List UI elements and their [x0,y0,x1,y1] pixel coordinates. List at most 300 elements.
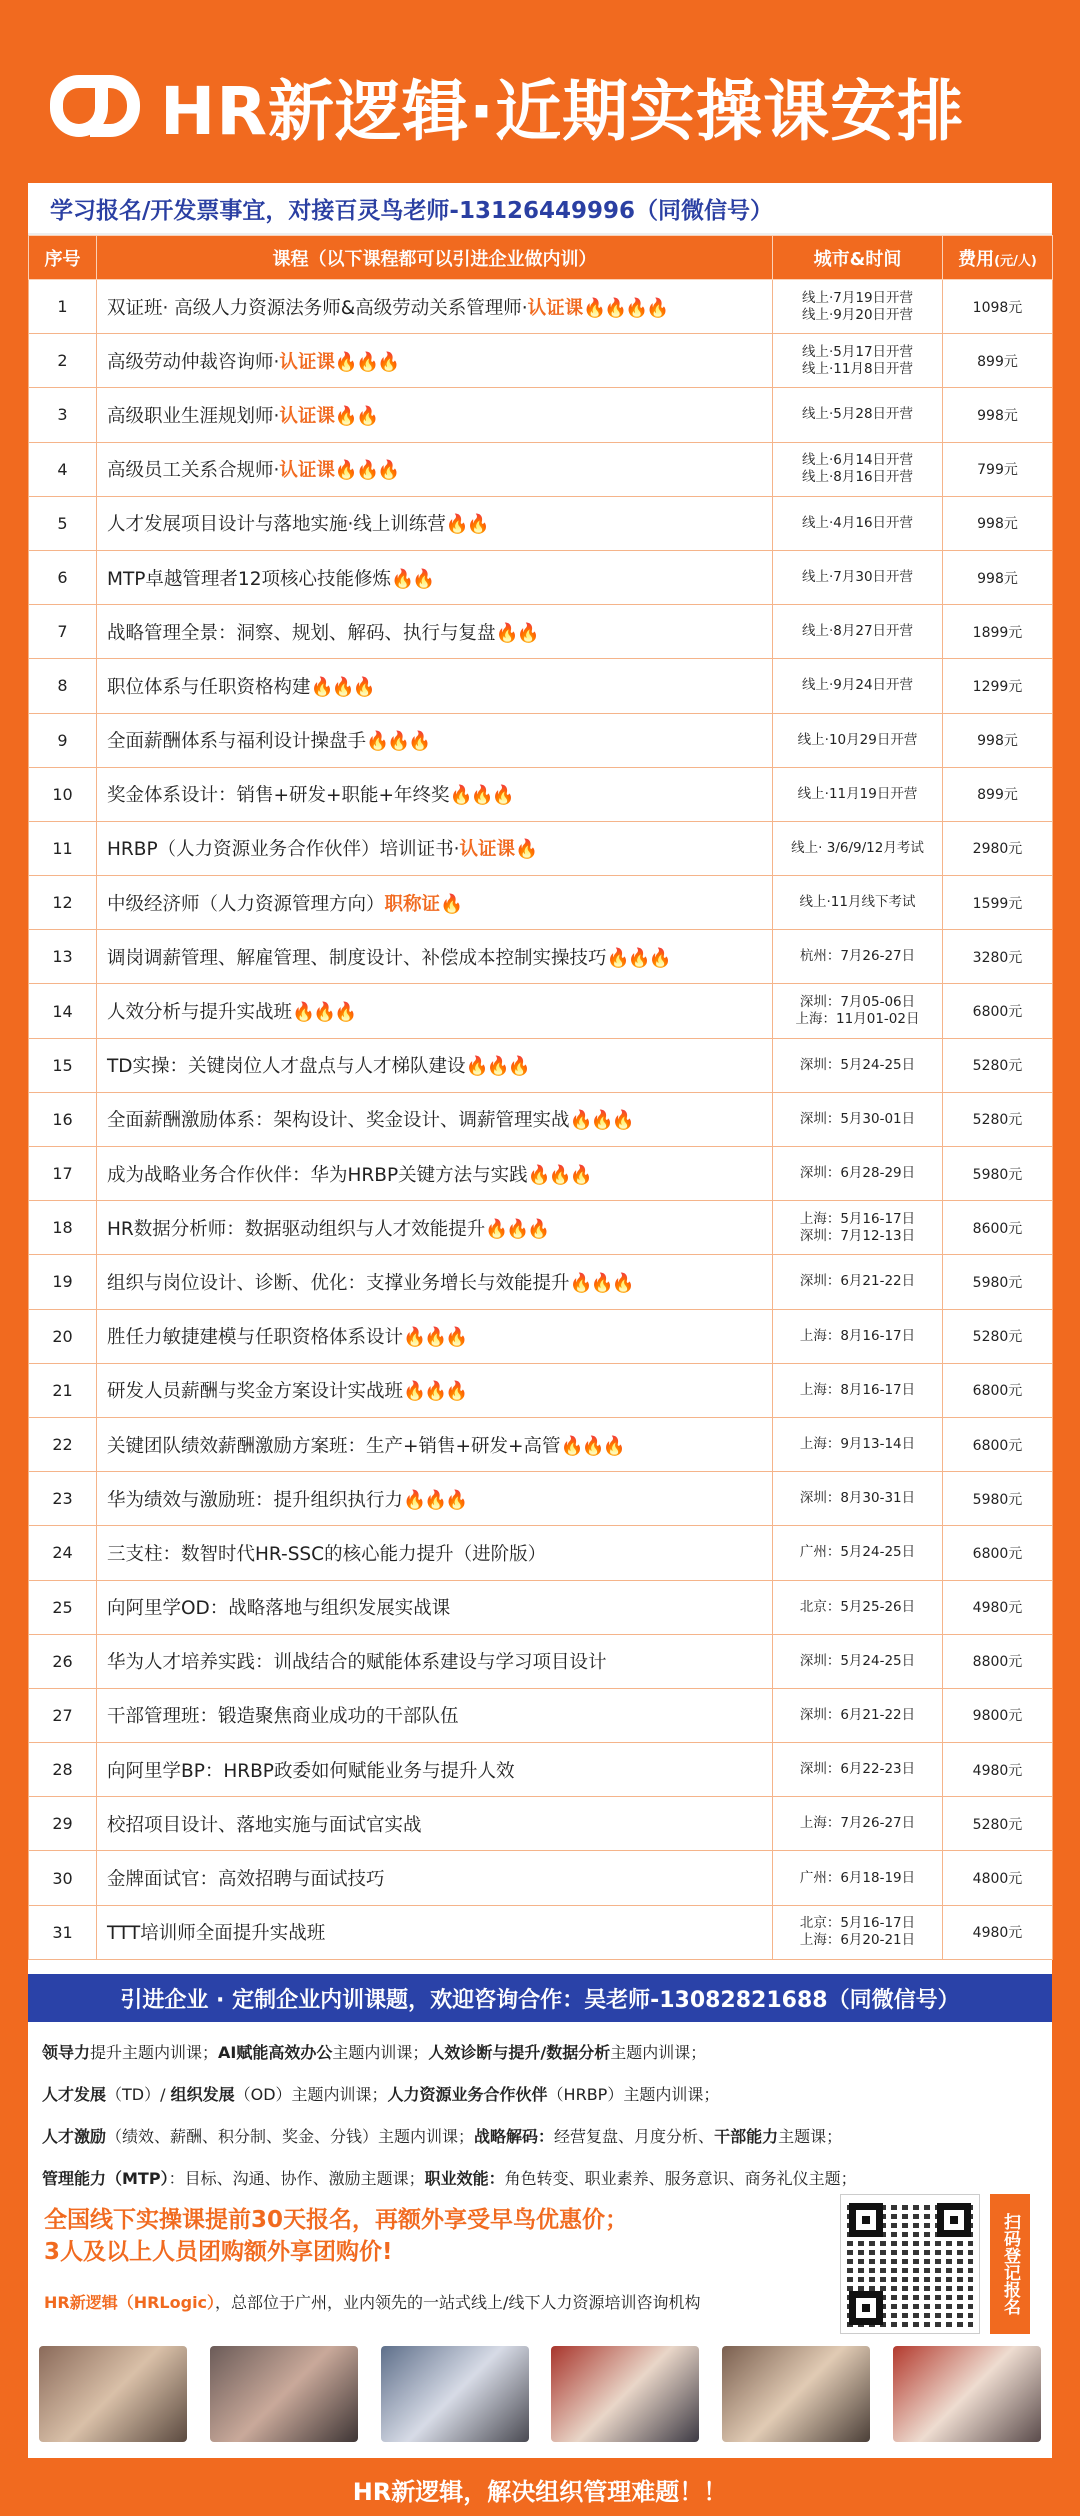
row-number: 31 [29,1905,97,1959]
table-row [29,442,1053,496]
table-row [29,1309,1053,1363]
table-row [29,280,1053,334]
promo-line-1: 全国线下实操课提前30天报名，再额外享受早鸟优惠价； [44,2207,629,2233]
fire-icon: 🔥🔥🔥 [485,1218,549,1240]
city-time [773,550,943,604]
topic-keyword: AI赋能高效办公 [218,2043,333,2062]
table-row [29,1038,1053,1092]
course-name-cell [97,1905,773,1959]
qr-code-icon[interactable] [840,2194,980,2334]
header-fee [943,236,1053,280]
fire-icon: 🔥 [440,893,462,915]
about-text: ，总部位于广州，业内领先的一站式线上/线下人力资源培训咨询机构 [215,2293,701,2312]
course-name-cell [97,1092,773,1146]
fee: 9800元 [943,1688,1053,1742]
fee: 6800元 [943,1417,1053,1471]
city-time-line: 线上·4月16日开营 [801,514,914,531]
fee: 2980元 [943,821,1053,875]
course-name-cell [97,1797,773,1851]
city-time [773,1580,943,1634]
course-name-cell [97,442,773,496]
city-time [773,442,943,496]
city-time-line: 线上·9月20日开营 [801,306,914,323]
course-name: 干部管理班：锻造聚焦商业成功的干部队伍 [107,1706,459,1728]
course-name: 金牌面试官：高效招聘与面试技巧 [107,1869,385,1891]
fire-icon: 🔥🔥🔥 [606,947,670,969]
city-time-line: 上海：9月13-14日 [799,1436,916,1453]
row-number: 1 [29,280,97,334]
fire-icon: 🔥🔥🔥🔥 [583,297,668,319]
city-time [773,1147,943,1201]
fee: 5280元 [943,1797,1053,1851]
table-row [29,1634,1053,1688]
course-name: 校招项目设计、落地实施与面试官实战 [107,1814,422,1836]
course-name-cell [97,280,773,334]
row-number: 24 [29,1526,97,1580]
contact-line: 学习报名/开发票事宜，对接百灵鸟老师-13126449996（同微信号） [28,183,1052,235]
promo-text [44,2204,628,2268]
course-name: 向阿里学OD：战略落地与组织发展实战课 [107,1598,451,1620]
city-time-line: 上海：8月16-17日 [799,1381,916,1398]
city-time-line: 杭州：7月26-27日 [799,948,916,965]
course-name: 双证班· 高级人力资源法务师&高级劳动关系管理师· [107,297,528,319]
fee: 6800元 [943,1526,1053,1580]
city-time-line: 线上·6月14日开营 [801,452,914,469]
class-photo [381,2346,529,2442]
course-name: 胜任力敏捷建模与任职资格体系设计 [107,1327,404,1349]
hr-logo-icon [50,71,142,141]
table-row [29,1472,1053,1526]
city-time [773,605,943,659]
fee: 4980元 [943,1905,1053,1959]
course-name-cell [97,550,773,604]
city-time-line: 上海：7月26-27日 [799,1815,916,1832]
header-fee-label: 费用 [958,248,995,270]
table-row [29,821,1053,875]
table-row [29,1580,1053,1634]
city-time [773,984,943,1038]
table-row [29,1201,1053,1255]
course-name: 人才发展项目设计与落地实施·线上训练营 [107,514,446,536]
city-time [773,1201,943,1255]
topic-text: 主题课； [778,2127,843,2146]
fire-icon: 🔥🔥🔥 [334,460,399,482]
table-row [29,550,1053,604]
row-number: 12 [29,876,97,930]
course-name-cell [97,659,773,713]
city-time-line: 线上·9月24日开营 [801,677,914,694]
city-time [773,496,943,550]
table-row [29,876,1053,930]
course-name-cell [97,1743,773,1797]
footer-slogan: HR新逻辑，解决组织管理难题！！ [0,2462,1080,2516]
city-time [773,1255,943,1309]
course-name: 三支柱：数智时代HR-SSC的核心能力提升（进阶版） [107,1543,547,1565]
course-name-cell [97,334,773,388]
city-time-line: 线上·11月19日开营 [797,785,918,802]
class-photo [39,2346,187,2442]
row-number: 9 [29,713,97,767]
city-time [773,821,943,875]
topic-text: ：目标、沟通、协作、激励主题课； [168,2169,425,2188]
topic-keyword: 干部能力 [714,2127,779,2146]
title-banner [28,28,1052,183]
row-number: 30 [29,1851,97,1905]
city-time-line: 广州：6月18-19日 [799,1869,916,1886]
fire-icon: 🔥🔥🔥 [292,1002,356,1024]
fee: 799元 [943,442,1053,496]
fire-icon: 🔥🔥🔥 [449,785,513,807]
course-name-cell [97,496,773,550]
city-time-line: 线上·10月29日开营 [797,731,918,748]
city-time-line: 深圳：7月05-06日 [799,994,916,1011]
class-photo [551,2346,699,2442]
course-name: 奖金体系设计：销售+研发+职能+年终奖 [107,785,450,807]
fire-icon: 🔥🔥🔥 [569,1110,633,1132]
row-number: 5 [29,496,97,550]
table-row [29,1743,1053,1797]
topic-keyword: 人效诊断与提升/数据分析 [428,2043,611,2062]
fire-icon: 🔥🔥 [390,568,434,590]
table-row [29,1851,1053,1905]
row-number: 4 [29,442,97,496]
city-time [773,1851,943,1905]
table-row [29,659,1053,713]
row-number: 11 [29,821,97,875]
header-fee-unit: (元/人) [994,253,1037,269]
table-row [29,1797,1053,1851]
city-time-line: 线上·7月19日开营 [801,289,914,306]
city-time-line: 线上·7月30日开营 [801,569,914,586]
course-name-cell [97,1201,773,1255]
course-name: 成为战略业务合作伙伴：华为HRBP关键方法与实践 [107,1164,528,1186]
course-name-cell [97,1472,773,1526]
city-time [773,388,943,442]
city-time [773,1688,943,1742]
enterprise-training-bar: 引进企业 · 定制企业内训课题，欢迎咨询合作：吴老师-13082821688（同微信号） [28,1974,1052,2022]
fire-icon: 🔥🔥🔥 [560,1435,624,1457]
course-name: 战略管理全景：洞察、规划、解码、执行与复盘 [107,622,496,644]
fee: 899元 [943,334,1053,388]
table-row [29,496,1053,550]
fee: 6800元 [943,984,1053,1038]
course-name: 研发人员薪酬与奖金方案设计实战班 [107,1381,404,1403]
fire-icon: 🔥🔥🔥 [569,1272,633,1294]
poster-sheet [28,28,1052,2458]
row-number: 16 [29,1092,97,1146]
city-time-line: 上海：11月01-02日 [795,1011,920,1028]
city-time-line: 深圳：7月12-13日 [799,1227,916,1244]
topic-keyword: 人才发展 [42,2085,107,2104]
course-name: 调岗调薪管理、解雇管理、制度设计、补偿成本控制实操技巧 [107,947,607,969]
scan-register-label: 扫码登记报名 [990,2194,1030,2334]
topic-keyword: 战略解码： [474,2127,555,2146]
topic-line [42,2116,1042,2158]
table-row [29,605,1053,659]
course-name-cell [97,1688,773,1742]
fee: 3280元 [943,930,1053,984]
fee: 998元 [943,713,1053,767]
city-time-line: 北京：5月25-26日 [799,1598,916,1615]
course-name-cell [97,876,773,930]
city-time [773,1309,943,1363]
table-row [29,1092,1053,1146]
fee: 1098元 [943,280,1053,334]
course-name: 向阿里学BP：HRBP政委如何赋能业务与提升人效 [107,1760,515,1782]
city-time-line: 线上·11月线下考试 [799,894,916,911]
city-time [773,1472,943,1526]
row-number: 15 [29,1038,97,1092]
city-time [773,1634,943,1688]
fee: 6800元 [943,1363,1053,1417]
city-time-line: 深圳：6月28-29日 [799,1165,916,1182]
fee: 4980元 [943,1743,1053,1797]
fire-icon: 🔥🔥🔥 [403,1381,467,1403]
city-time [773,713,943,767]
table-row [29,984,1053,1038]
city-time [773,876,943,930]
row-number: 6 [29,550,97,604]
cert-badge: 认证课 [279,460,335,482]
city-time-line: 线上·5月28日开营 [801,406,914,423]
page-title: HR新逻辑·近期实操课安排 [160,73,965,150]
fee: 5980元 [943,1472,1053,1526]
city-time-line: 线上·8月27日开营 [801,623,914,640]
fire-icon: 🔥🔥🔥 [465,1056,529,1078]
topic-text: 经营复盘、月度分析、 [554,2127,715,2146]
city-time [773,1797,943,1851]
course-name-cell [97,605,773,659]
city-time-line: 深圳：5月30-01日 [799,1110,916,1127]
course-name-cell [97,1634,773,1688]
table-row [29,930,1053,984]
fire-icon: 🔥🔥🔥 [403,1327,467,1349]
row-number: 18 [29,1201,97,1255]
fee: 998元 [943,388,1053,442]
fire-icon: 🔥 [515,839,537,861]
class-photo [210,2346,358,2442]
fire-icon: 🔥🔥🔥 [334,351,399,373]
city-time-line: 线上·8月16日开营 [801,469,914,486]
row-number: 28 [29,1743,97,1797]
cert-badge: 认证课 [459,839,516,861]
table-row [29,713,1053,767]
course-name: MTP卓越管理者12项核心技能修炼 [107,568,391,590]
row-number: 14 [29,984,97,1038]
topic-text: 主题内训课； [332,2043,429,2062]
course-name: 职位体系与任职资格构建 [107,676,311,698]
city-time-line: 深圳：5月24-25日 [799,1652,916,1669]
table-row [29,334,1053,388]
fire-icon: 🔥🔥 [495,622,538,644]
row-number: 27 [29,1688,97,1742]
fee: 5280元 [943,1092,1053,1146]
table-row [29,1417,1053,1471]
course-name: 华为绩效与激励班：提升组织执行力 [107,1489,404,1511]
class-photo [893,2346,1041,2442]
fee: 998元 [943,496,1053,550]
course-name: TD实操：关键岗位人才盘点与人才梯队建设 [107,1056,466,1078]
topic-keyword: 人力资源业务合作伙伴 [387,2085,548,2104]
row-number: 8 [29,659,97,713]
fee: 4980元 [943,1580,1053,1634]
course-table [28,235,1053,1960]
topic-text: 提升主题内训课； [90,2043,219,2062]
fee: 1899元 [943,605,1053,659]
topic-keyword: 领导力 [42,2043,91,2062]
city-time-line: 深圳：8月30-31日 [799,1490,916,1507]
city-time [773,1092,943,1146]
row-number: 19 [29,1255,97,1309]
topic-line [42,2074,1042,2116]
course-name-cell [97,1363,773,1417]
fee: 8800元 [943,1634,1053,1688]
course-name-cell [97,930,773,984]
fee: 4800元 [943,1851,1053,1905]
city-time-line: 上海：6月20-21日 [799,1932,916,1949]
city-time-line: 深圳：6月21-22日 [799,1273,916,1290]
fire-icon: 🔥🔥🔥 [527,1164,591,1186]
course-name: 高级职业生涯规划师· [107,405,280,427]
course-name: HRBP（人力资源业务合作伙伴）培训证书· [107,839,460,861]
topic-keyword: 职业效能： [424,2169,505,2188]
course-name: 全面薪酬激励体系：架构设计、奖金设计、调薪管理实战 [107,1110,570,1132]
fire-icon: 🔥🔥🔥 [310,676,374,698]
topic-text: （绩效、薪酬、积分制、奖金、分钱）主题内训课； [106,2127,475,2146]
row-number: 2 [29,334,97,388]
row-number: 13 [29,930,97,984]
city-time [773,1743,943,1797]
course-name: 高级员工关系合规师· [107,460,280,482]
topic-text: （TD）/ [106,2085,171,2104]
row-number: 22 [29,1417,97,1471]
city-time-line: 上海：8月16-17日 [799,1327,916,1344]
course-name-cell [97,1580,773,1634]
table-row [29,1363,1053,1417]
course-name: 华为人才培养实践：训战结合的赋能体系建设与学习项目设计 [107,1652,607,1674]
city-time-line: 上海：5月16-17日 [799,1210,916,1227]
city-time-line: 深圳：5月24-25日 [799,1056,916,1073]
cert-badge: 职称证 [384,893,441,915]
city-time [773,280,943,334]
training-topics [42,2032,1042,2200]
city-time [773,1417,943,1471]
course-name: 关键团队绩效薪酬激励方案班：生产+销售+研发+高管 [107,1435,561,1457]
table-row [29,1905,1053,1959]
course-name-cell [97,1147,773,1201]
topic-line [42,2032,1042,2074]
row-number: 25 [29,1580,97,1634]
row-number: 26 [29,1634,97,1688]
row-number: 29 [29,1797,97,1851]
header-no: 序号 [29,236,97,280]
table-row [29,388,1053,442]
city-time [773,334,943,388]
fire-icon: 🔥🔥🔥 [403,1489,467,1511]
header-time: 城市&时间 [773,236,943,280]
table-row [29,1526,1053,1580]
course-name-cell [97,1309,773,1363]
fee: 8600元 [943,1201,1053,1255]
course-name: TTT培训师全面提升实战班 [107,1923,326,1945]
fee: 5980元 [943,1255,1053,1309]
table-row [29,767,1053,821]
city-time-line: 线上·11月8日开营 [801,360,914,377]
city-time-line: 线上· 3/6/9/12月考试 [791,839,924,856]
table-row [29,1255,1053,1309]
header-course: 课程（以下课程都可以引进企业做内训） [97,236,773,280]
table-row [29,1147,1053,1201]
row-number: 21 [29,1363,97,1417]
city-time-line: 北京：5月16-17日 [799,1915,916,1932]
city-time [773,930,943,984]
course-name-cell [97,388,773,442]
table-row [29,1688,1053,1742]
fee: 899元 [943,767,1053,821]
topic-keyword: 管理能力（MTP） [42,2169,169,2188]
row-number: 23 [29,1472,97,1526]
topic-keyword: 组织发展 [170,2085,235,2104]
city-time [773,1905,943,1959]
promo-line-2: 3人及以上人员团购额外享团购价! [44,2239,393,2265]
city-time [773,1363,943,1417]
course-name-cell [97,713,773,767]
row-number: 17 [29,1147,97,1201]
topic-keyword: 人才激励 [42,2127,107,2146]
fire-icon: 🔥🔥 [445,514,488,536]
course-name-cell [97,1526,773,1580]
row-number: 10 [29,767,97,821]
cert-badge: 认证课 [279,405,335,427]
cert-badge: 认证课 [527,297,584,319]
city-time [773,767,943,821]
course-name-cell [97,1255,773,1309]
about-line [44,2290,700,2313]
course-name: 中级经济师（人力资源管理方向） [107,893,385,915]
fee: 5980元 [943,1147,1053,1201]
city-time [773,1526,943,1580]
table-header [29,236,1053,280]
course-name: HR数据分析师：数据驱动组织与人才效能提升 [107,1218,486,1240]
course-name-cell [97,1038,773,1092]
topic-text: 主题内训课； [610,2043,707,2062]
class-photo [722,2346,870,2442]
row-number: 3 [29,388,97,442]
city-time [773,659,943,713]
class-photos [28,2346,1052,2442]
city-time [773,1038,943,1092]
course-name-cell [97,1417,773,1471]
fee: 5280元 [943,1038,1053,1092]
course-name: 人效分析与提升实战班 [107,1002,293,1024]
fee: 1599元 [943,876,1053,930]
course-name-cell [97,767,773,821]
course-name-cell [97,984,773,1038]
topic-text: （OD）主题内训课； [234,2085,388,2104]
city-time-line: 广州：5月24-25日 [799,1544,916,1561]
city-time-line: 线上·5月17日开营 [801,343,914,360]
fire-icon: 🔥🔥🔥 [366,731,430,753]
cert-badge: 认证课 [279,351,335,373]
course-name: 全面薪酬体系与福利设计操盘手 [107,731,367,753]
fee: 998元 [943,550,1053,604]
row-number: 20 [29,1309,97,1363]
city-time-line: 深圳：6月22-23日 [799,1761,916,1778]
about-brand: HR新逻辑（HRLogic） [44,2293,216,2312]
course-name-cell [97,1851,773,1905]
topic-text: （HRBP）主题内训课； [547,2085,720,2104]
topic-text: 角色转变、职业素养、服务意识、商务礼仪主题； [504,2169,857,2188]
